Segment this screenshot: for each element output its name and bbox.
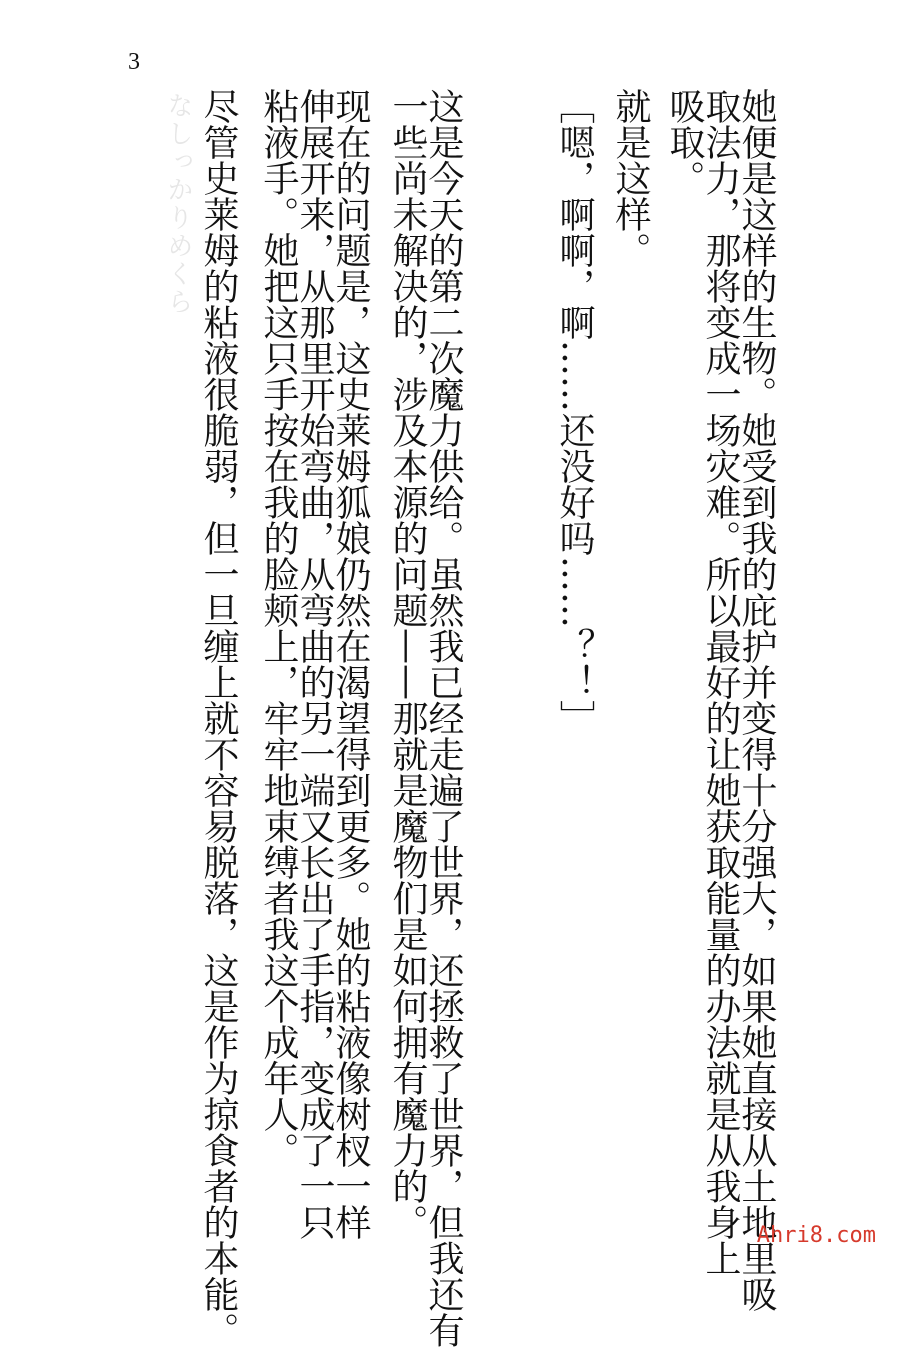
- text-column-11: 尽管史莱姆的粘液很脆弱，但一旦缠上就不容易脱落，这是作为掠食者的本能。: [198, 88, 239, 1348]
- text-column-5: ［嗯，啊啊，啊……还没好吗……？！］: [554, 88, 595, 736]
- text-column-3: 吸取。: [664, 88, 705, 196]
- text-column-1: 她便是这样的生物。她受到我的庇护并变得十分强大，如果她直接从土地里吸: [736, 88, 777, 1312]
- text-column-2: 取法力，那将变成一场灾难。所以最好的让她获取能量的办法就是从我身上: [700, 88, 741, 1276]
- text-column-6: 这是今天的第二次魔力供给。虽然我已经走遍了世界，还拯救了世界，但我还有: [423, 88, 464, 1348]
- text-column-4: 就是这样。: [610, 88, 651, 268]
- text-column-7: 一些尚未解决的，涉及本源的问题——那就是魔物们是如何拥有魔力的。: [387, 88, 428, 1240]
- text-column-9: 伸展开来，从那里开始弯曲，从弯曲的另一端又长出了手指，变成了一只: [294, 88, 335, 1240]
- text-column-10: 粘液手。她把这只手按在我的脸颊上，牢牢地束缚者我这个成年人。: [258, 88, 299, 1168]
- faint-bleed-through-text: なしっかりめくら: [163, 92, 193, 316]
- watermark: Ahri8.com: [756, 1223, 876, 1248]
- text-column-8: 现在的问题是，这史莱姆狐娘仍然在渴望得到更多。她的粘液像树杈一样: [330, 88, 371, 1240]
- page-number: 3: [128, 49, 140, 75]
